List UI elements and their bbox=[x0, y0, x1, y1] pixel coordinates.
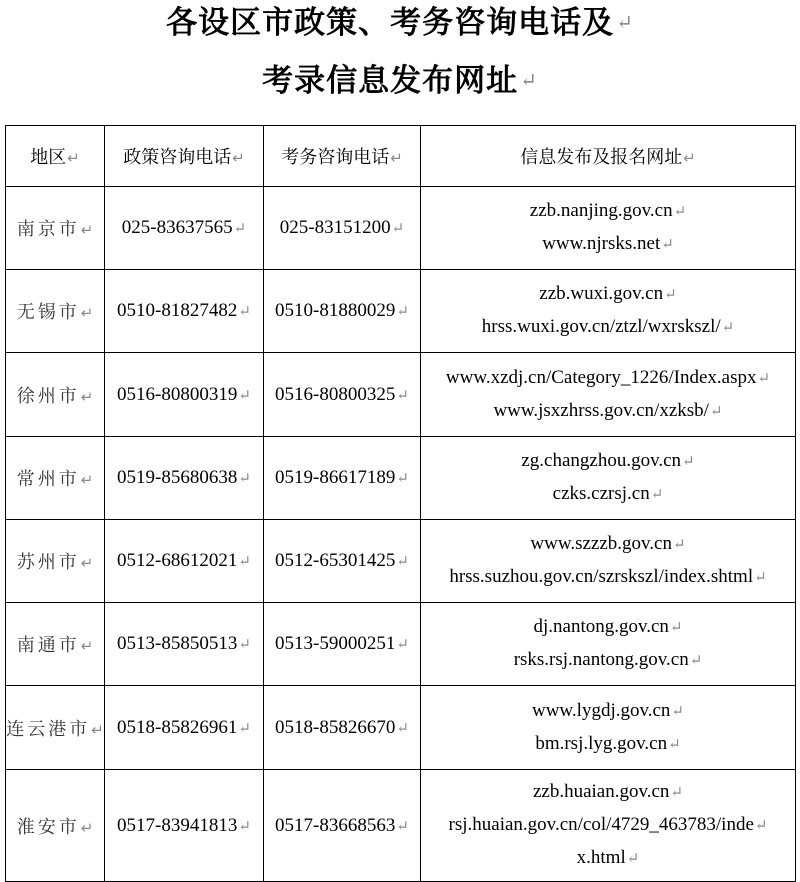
paragraph-mark-icon: ↵ bbox=[80, 637, 94, 655]
paragraph-mark-icon: ↵ bbox=[626, 851, 640, 867]
policy-phone-cell: 0510-81827482↵ bbox=[105, 270, 264, 353]
website-cell bbox=[421, 187, 796, 270]
paragraph-mark-icon: ↵ bbox=[396, 304, 409, 320]
table-header-row bbox=[6, 126, 796, 187]
paragraph-mark-icon: ↵ bbox=[91, 720, 104, 739]
website-link[interactable]: dj.nantong.gov.cn↵ bbox=[533, 616, 683, 637]
paragraph-mark-icon: ↵ bbox=[616, 10, 634, 34]
exam-phone-cell: 025-83151200↵ bbox=[264, 187, 421, 270]
paragraph-mark-icon: ↵ bbox=[650, 487, 664, 503]
website-link[interactable]: www.njrsks.net↵ bbox=[542, 233, 674, 254]
table-row bbox=[6, 520, 796, 603]
policy-phone-cell: 0518-85826961↵ bbox=[105, 686, 264, 770]
paragraph-mark-icon: ↵ bbox=[80, 471, 94, 489]
paragraph-mark-icon: ↵ bbox=[396, 637, 409, 653]
website-link[interactable]: hrss.wuxi.gov.cn/ztzl/wxrskszl/↵ bbox=[481, 316, 735, 337]
paragraph-mark-icon: ↵ bbox=[391, 221, 405, 237]
paragraph-mark-icon: ↵ bbox=[396, 471, 409, 487]
policy-phone-cell: 0519-85680638↵ bbox=[105, 437, 264, 520]
region-cell: 南京市↵ bbox=[6, 187, 105, 270]
paragraph-mark-icon: ↵ bbox=[682, 454, 695, 470]
exam-phone-cell: 0518-85826670↵ bbox=[264, 686, 421, 770]
website-link[interactable]: rsks.rsj.nantong.gov.cn↵ bbox=[513, 649, 703, 670]
region-cell: 苏州市↵ bbox=[6, 520, 105, 603]
policy-phone-cell: 0516-80800319↵ bbox=[105, 353, 264, 437]
paragraph-mark-icon: ↵ bbox=[754, 818, 768, 834]
policy-phone-cell: 0517-83941813↵ bbox=[105, 770, 264, 882]
website-cell bbox=[421, 603, 796, 686]
paragraph-mark-icon: ↵ bbox=[80, 304, 94, 322]
paragraph-mark-icon: ↵ bbox=[238, 471, 251, 487]
website-link[interactable]: zzb.nanjing.gov.cn↵ bbox=[529, 200, 687, 221]
exam-phone-cell: 0512-65301425↵ bbox=[264, 520, 421, 603]
region-cell: 无锡市↵ bbox=[6, 270, 105, 353]
table-row bbox=[6, 187, 796, 270]
website-link[interactable]: hrss.suzhou.gov.cn/szrskszl/index.shtml↵ bbox=[449, 566, 767, 587]
table-row bbox=[6, 770, 796, 882]
paragraph-mark-icon: ↵ bbox=[80, 554, 94, 572]
website-link[interactable]: zg.changzhou.gov.cn↵ bbox=[521, 450, 695, 471]
paragraph-mark-icon: ↵ bbox=[238, 637, 251, 653]
paragraph-mark-icon: ↵ bbox=[668, 736, 681, 753]
paragraph-mark-icon: ↵ bbox=[757, 370, 771, 387]
table-row bbox=[6, 270, 796, 353]
paragraph-mark-icon: ↵ bbox=[673, 204, 687, 220]
document-title-line-2 bbox=[0, 60, 800, 101]
header-region: 地区↵ bbox=[6, 126, 105, 187]
header-exam-phone: 考务咨询电话↵ bbox=[264, 126, 421, 187]
paragraph-mark-icon: ↵ bbox=[396, 387, 409, 404]
policy-phone-cell: 0513-85850513↵ bbox=[105, 603, 264, 686]
paragraph-mark-icon: ↵ bbox=[520, 68, 538, 92]
paragraph-mark-icon: ↵ bbox=[238, 304, 251, 320]
table-row bbox=[6, 603, 796, 686]
region-cell: 徐州市↵ bbox=[6, 353, 105, 437]
paragraph-mark-icon: ↵ bbox=[238, 387, 251, 404]
paragraph-mark-icon: ↵ bbox=[238, 554, 251, 570]
paragraph-mark-icon: ↵ bbox=[238, 720, 251, 737]
paragraph-mark-icon: ↵ bbox=[80, 818, 94, 837]
exam-phone-cell: 0516-80800325↵ bbox=[264, 353, 421, 437]
paragraph-mark-icon: ↵ bbox=[669, 620, 683, 636]
website-cell bbox=[421, 270, 796, 353]
contact-table bbox=[5, 125, 796, 882]
paragraph-mark-icon: ↵ bbox=[670, 785, 684, 801]
paragraph-mark-icon: ↵ bbox=[396, 554, 409, 570]
paragraph-mark-icon: ↵ bbox=[396, 720, 409, 737]
paragraph-mark-icon: ↵ bbox=[396, 818, 409, 835]
region-cell: 淮安市↵ bbox=[6, 770, 105, 882]
policy-phone-cell: 0512-68612021↵ bbox=[105, 520, 264, 603]
website-cell bbox=[421, 686, 796, 770]
region-cell: 连云港市↵ bbox=[6, 686, 105, 770]
exam-phone-cell: 0519-86617189↵ bbox=[264, 437, 421, 520]
paragraph-mark-icon: ↵ bbox=[80, 221, 94, 239]
website-link[interactable]: www.szzzb.gov.cn↵ bbox=[530, 533, 686, 554]
website-link[interactable]: rsj.huaian.gov.cn/col/4729_463783/inde↵ bbox=[448, 814, 768, 835]
header-website: 信息发布及报名网址↵ bbox=[421, 126, 796, 187]
website-cell bbox=[421, 437, 796, 520]
title-line-2-text: 考录信息发布网址 bbox=[262, 63, 519, 99]
paragraph-mark-icon: ↵ bbox=[689, 653, 703, 669]
website-link[interactable]: www.jsxzhrss.gov.cn/xzksb/↵ bbox=[493, 399, 723, 421]
table-row bbox=[6, 353, 796, 437]
table-row bbox=[6, 686, 796, 770]
table-row bbox=[6, 437, 796, 520]
policy-phone-cell: 025-83637565↵ bbox=[105, 187, 264, 270]
paragraph-mark-icon: ↵ bbox=[709, 403, 723, 420]
website-link[interactable]: zzb.huaian.gov.cn↵ bbox=[532, 781, 684, 802]
paragraph-mark-icon: ↵ bbox=[664, 287, 677, 303]
paragraph-mark-icon: ↵ bbox=[80, 387, 94, 406]
header-policy-phone: 政策咨询电话↵ bbox=[105, 126, 264, 187]
region-cell: 常州市↵ bbox=[6, 437, 105, 520]
website-link[interactable]: www.lygdj.gov.cn↵ bbox=[531, 699, 684, 721]
website-cell bbox=[421, 770, 796, 882]
paragraph-mark-icon: ↵ bbox=[671, 703, 684, 720]
title-line-1-text: 各设区市政策、考务咨询电话及 bbox=[166, 5, 615, 41]
website-link[interactable]: www.xzdj.cn/Category_1226/Index.aspx↵ bbox=[445, 366, 771, 388]
exam-phone-cell: 0513-59000251↵ bbox=[264, 603, 421, 686]
exam-phone-cell: 0510-81880029↵ bbox=[264, 270, 421, 353]
website-link[interactable]: x.html↵ bbox=[576, 847, 640, 868]
paragraph-mark-icon: ↵ bbox=[661, 237, 674, 253]
website-cell bbox=[421, 353, 796, 437]
paragraph-mark-icon: ↵ bbox=[673, 537, 686, 553]
exam-phone-cell: 0517-83668563↵ bbox=[264, 770, 421, 882]
paragraph-mark-icon: ↵ bbox=[233, 221, 247, 237]
website-link[interactable]: czks.czrsj.cn↵ bbox=[552, 483, 664, 504]
paragraph-mark-icon: ↵ bbox=[721, 320, 735, 336]
region-cell: 南通市↵ bbox=[6, 603, 105, 686]
website-link[interactable]: bm.rsj.lyg.gov.cn↵ bbox=[535, 732, 681, 754]
website-cell bbox=[421, 520, 796, 603]
paragraph-mark-icon: ↵ bbox=[754, 570, 767, 586]
document-title-line-1 bbox=[0, 2, 800, 43]
website-link[interactable]: zzb.wuxi.gov.cn↵ bbox=[539, 283, 677, 304]
paragraph-mark-icon: ↵ bbox=[238, 818, 251, 835]
